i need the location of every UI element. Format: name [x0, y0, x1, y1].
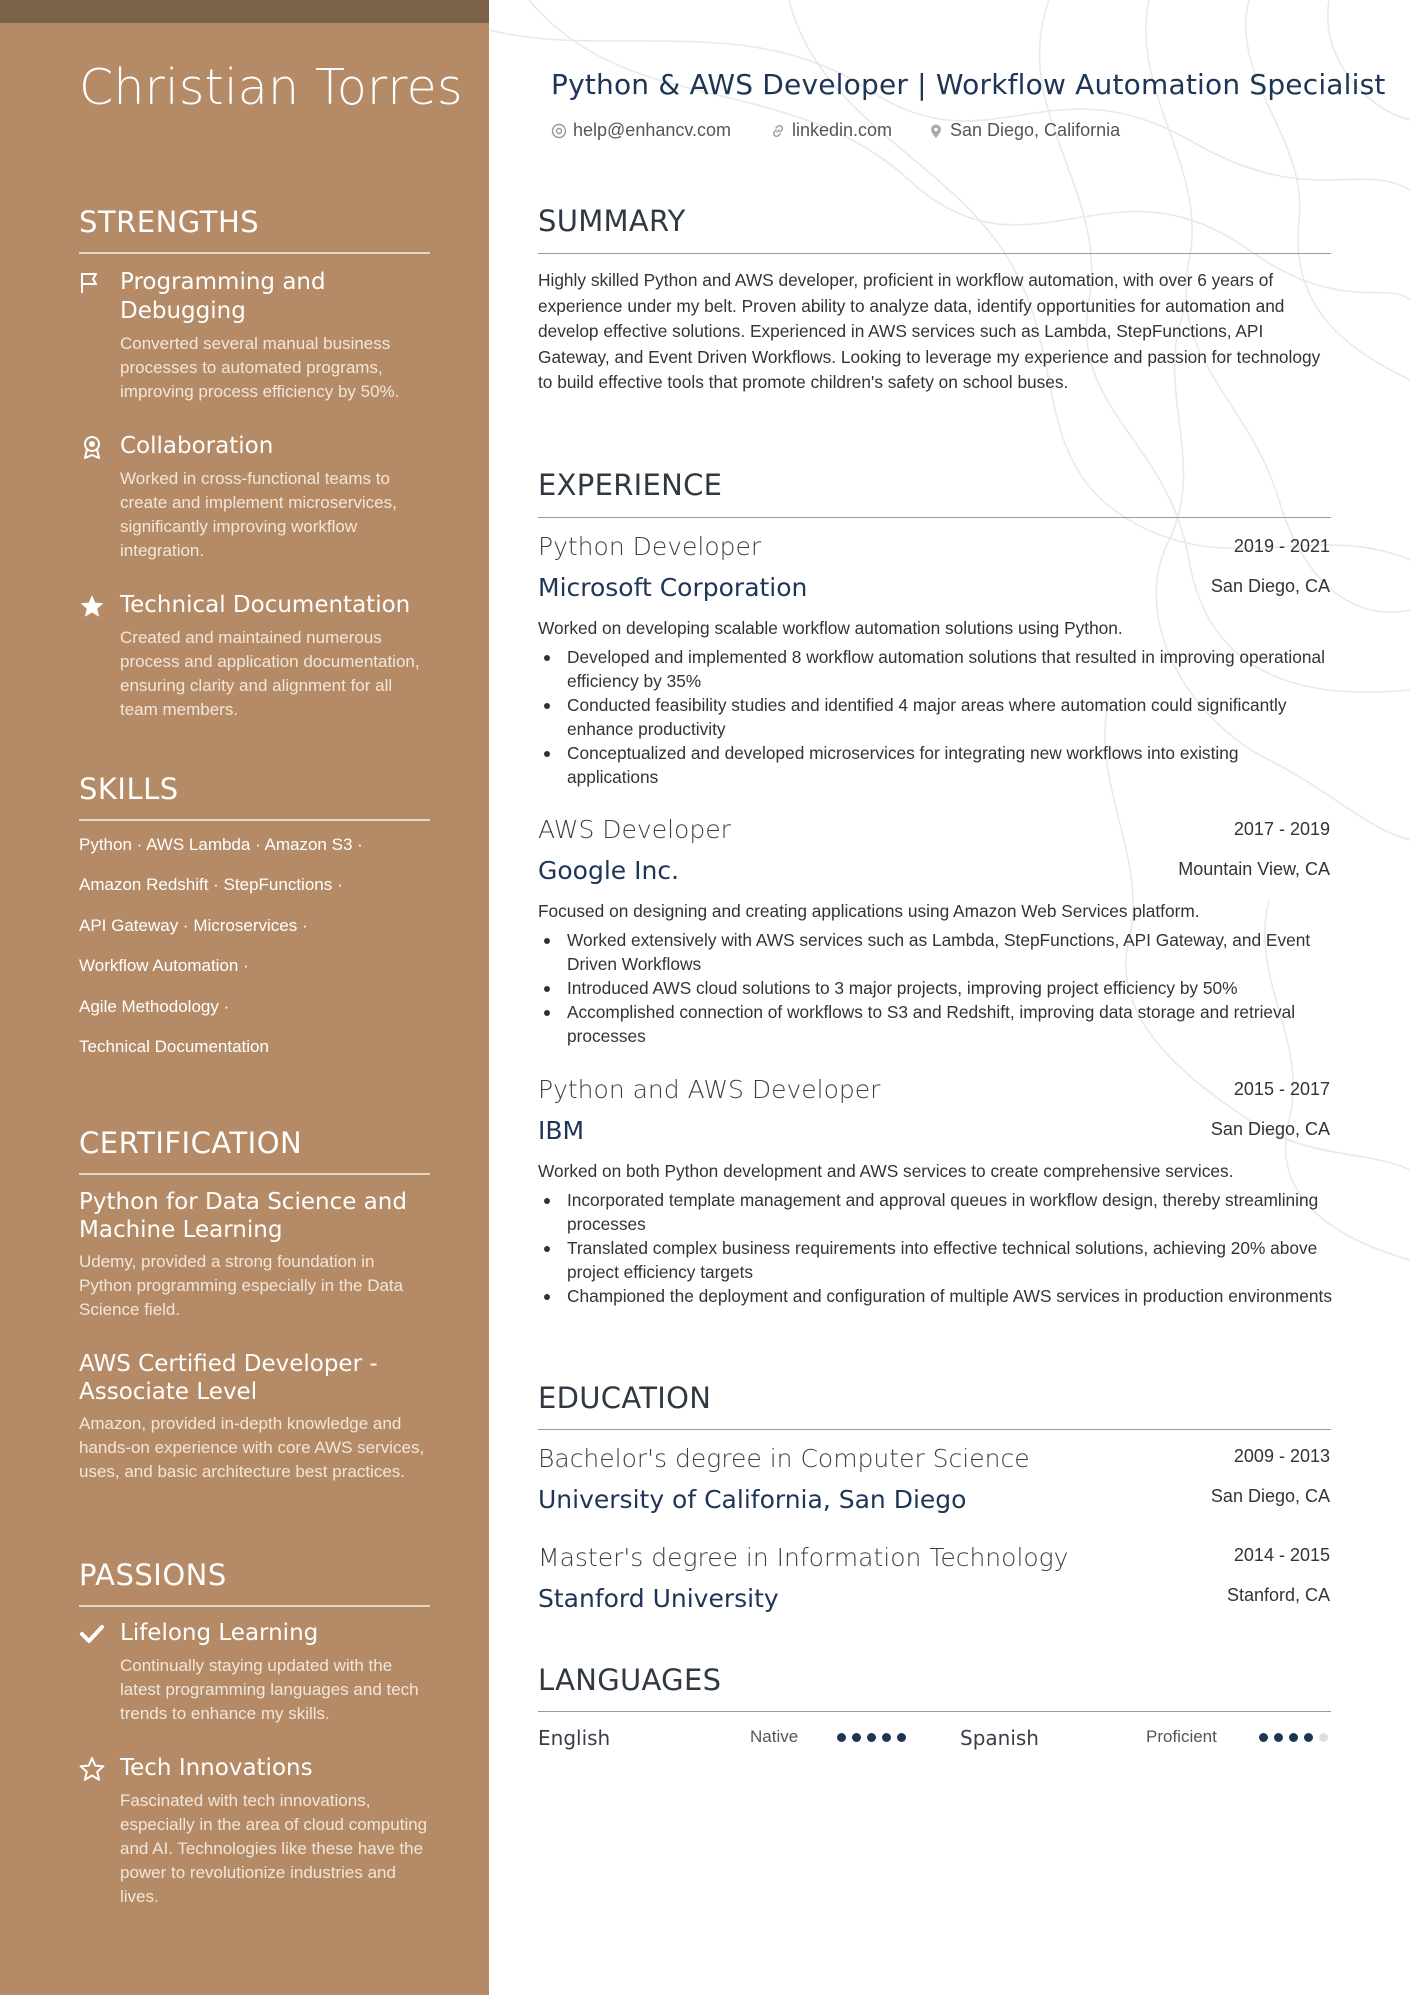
passion-desc: Fascinated with tech innovations, especially in the area of cloud computing and AI. Technologies like these have the power to revolutionize industries and lives.	[120, 1791, 428, 1906]
job-bullet: Developed and implemented 8 workflow automation solutions that resulted in improving operational efficiency by 35%	[538, 645, 1333, 693]
skill-line: Amazon Redshift · StepFunctions ·	[79, 875, 343, 894]
job-bullets	[538, 928, 1333, 1048]
certification-name: Python for Data Science and Machine Learning	[79, 1189, 407, 1243]
at-icon	[551, 123, 567, 139]
strength-title: Programming and Debugging	[120, 269, 326, 324]
language-name: English	[538, 1726, 611, 1750]
linkedin-text[interactable]: linkedin.com	[792, 120, 893, 140]
job-dates: 2017 - 2019	[1233, 819, 1330, 839]
strength-title: Collaboration	[120, 433, 274, 459]
strength-desc: Created and maintained numerous process and application documentation, ensuring clarity and alignment for all team members.	[120, 628, 420, 719]
rating-dot-filled	[867, 1733, 876, 1742]
job-intro: Worked on both Python development and AWS services to create comprehensive services.	[538, 1161, 1234, 1181]
education-school: Stanford University	[538, 1584, 779, 1613]
education-dates: 2014 - 2015	[1233, 1545, 1330, 1565]
check-icon	[79, 1621, 105, 1647]
rating-dot-filled	[1274, 1733, 1283, 1742]
job-title: AWS Developer	[538, 815, 731, 844]
job-title: Python and AWS Developer	[538, 1075, 881, 1104]
summary-title: SUMMARY	[538, 204, 686, 238]
award-icon	[79, 434, 105, 460]
skill-line: Technical Documentation	[79, 1037, 269, 1056]
headline: Python & AWS Developer | Workflow Automation Specialist	[551, 68, 1386, 101]
strengths-title: STRENGTHS	[79, 205, 260, 239]
contact-linkedin[interactable]	[770, 120, 892, 141]
skills-divider	[79, 819, 430, 821]
skill-line: API Gateway · Microservices ·	[79, 916, 308, 935]
skill-line: Agile Methodology ·	[79, 997, 230, 1016]
job-intro: Worked on developing scalable workflow automation solutions using Python.	[538, 618, 1123, 638]
rating-dot-filled	[882, 1733, 891, 1742]
job-intro: Focused on designing and creating applications using Amazon Web Services platform.	[538, 901, 1200, 921]
contact-location	[928, 120, 1120, 141]
experience-title: EXPERIENCE	[538, 468, 723, 502]
education-location: Stanford, CA	[1226, 1585, 1330, 1605]
skill-line: Python · AWS Lambda · Amazon S3 ·	[79, 835, 363, 854]
map-pin-icon	[928, 123, 944, 139]
skill-line: Workflow Automation ·	[79, 956, 249, 975]
strength-desc: Worked in cross-functional teams to create and implement microservices, significantly improving workflow integration.	[120, 469, 397, 560]
languages-title: LANGUAGES	[538, 1663, 722, 1697]
certification-title: CERTIFICATION	[79, 1126, 303, 1160]
job-company: Microsoft Corporation	[538, 573, 808, 602]
job-bullets	[538, 645, 1333, 789]
education-dates: 2009 - 2013	[1233, 1446, 1330, 1466]
candidate-name: Christian Torres	[79, 59, 463, 116]
certification-desc: Amazon, provided in-depth knowledge and hands-on experience with core AWS services, uses, and basic architecture best practices.	[79, 1414, 425, 1481]
job-company: IBM	[538, 1116, 585, 1145]
rating-dot-filled	[1289, 1733, 1298, 1742]
job-bullets	[538, 1188, 1333, 1308]
strength-title: Technical Documentation	[120, 592, 411, 618]
sidebar	[0, 0, 489, 1995]
job-bullet: Translated complex business requirements into effective technical solutions, achieving 20% above project efficiency targets	[538, 1236, 1333, 1284]
passion-title: Lifelong Learning	[120, 1620, 319, 1646]
language-level: Native	[750, 1727, 799, 1746]
certification-name: AWS Certified Developer - Associate Level	[79, 1351, 378, 1405]
email-text[interactable]: help@enhancv.com	[573, 120, 732, 140]
strengths-divider	[79, 252, 430, 254]
job-bullet: Incorporated template management and approval queues in workflow design, thereby streamlining processes	[538, 1188, 1333, 1236]
job-company: Google Inc.	[538, 856, 680, 885]
passion-title: Tech Innovations	[120, 1755, 313, 1781]
job-dates: 2019 - 2021	[1233, 536, 1330, 556]
passions-divider	[79, 1605, 430, 1607]
passion-desc: Continually staying updated with the latest programming languages and tech trends to enhance my skills.	[120, 1656, 419, 1723]
job-location: San Diego, CA	[1210, 576, 1330, 596]
rating-dot-filled	[1304, 1733, 1313, 1742]
job-bullet: Accomplished connection of workflows to S3 and Redshift, improving data storage and retrieval processes	[538, 1000, 1333, 1048]
contact-email[interactable]	[551, 120, 731, 141]
job-location: San Diego, CA	[1210, 1119, 1330, 1139]
education-location: San Diego, CA	[1210, 1486, 1330, 1506]
flag-icon	[79, 270, 105, 296]
language-rating	[1259, 1733, 1328, 1742]
summary-divider	[538, 253, 1331, 254]
job-bullet: Conceptualized and developed microservices for integrating new workflows into existing applications	[538, 741, 1333, 789]
job-bullet: Worked extensively with AWS services such as Lambda, StepFunctions, API Gateway, and Event Driven Workflows	[538, 928, 1333, 976]
star-icon	[79, 593, 105, 619]
education-degree: Master's degree in Information Technology	[538, 1543, 1069, 1572]
rating-dot-filled	[837, 1733, 846, 1742]
education-degree: Bachelor's degree in Computer Science	[538, 1444, 1030, 1473]
job-bullet: Championed the deployment and configuration of multiple AWS services in production environments	[538, 1284, 1333, 1308]
star-outline-icon	[79, 1756, 105, 1782]
language-name: Spanish	[960, 1726, 1039, 1750]
rating-dot-filled	[897, 1733, 906, 1742]
rating-dot-empty	[1319, 1733, 1328, 1742]
job-dates: 2015 - 2017	[1233, 1079, 1330, 1099]
language-level: Proficient	[1146, 1727, 1217, 1746]
job-location: Mountain View, CA	[1178, 859, 1330, 879]
location-text: San Diego, California	[950, 120, 1121, 140]
rating-dot-filled	[1259, 1733, 1268, 1742]
certification-desc: Udemy, provided a strong foundation in Python programming especially in the Data Science field.	[79, 1252, 404, 1319]
job-bullet: Conducted feasibility studies and identified 4 major areas where automation could significantly enhance productivity	[538, 693, 1333, 741]
job-title: Python Developer	[538, 532, 762, 561]
education-title: EDUCATION	[538, 1381, 712, 1415]
job-bullet: Introduced AWS cloud solutions to 3 major projects, improving project efficiency by 50%	[538, 976, 1333, 1000]
link-icon	[770, 123, 786, 139]
language-rating	[837, 1733, 906, 1742]
languages-divider	[538, 1711, 1331, 1712]
summary-text: Highly skilled Python and AWS developer, proficient in workflow automation, with over 6 years of experience under my belt. Proven ability to analyze data, identify opportunities for automation and develop effective solutions. Experienced in AWS services such as Lambda, StepFunctions, API Gateway, and Event Driven Workflows. Looking to leverage my experience and passion for technology to build effective tools that promote children's safety on school buses.	[538, 270, 1321, 393]
education-divider	[538, 1429, 1331, 1430]
certification-divider	[79, 1173, 430, 1175]
rating-dot-filled	[852, 1733, 861, 1742]
passions-title: PASSIONS	[79, 1558, 227, 1592]
strength-desc: Converted several manual business processes to automated programs, improving process efficiency by 50%.	[120, 334, 400, 401]
skills-title: SKILLS	[79, 772, 179, 806]
education-school: University of California, San Diego	[538, 1485, 967, 1514]
sidebar-top-bar	[0, 0, 489, 23]
experience-divider	[538, 517, 1331, 518]
